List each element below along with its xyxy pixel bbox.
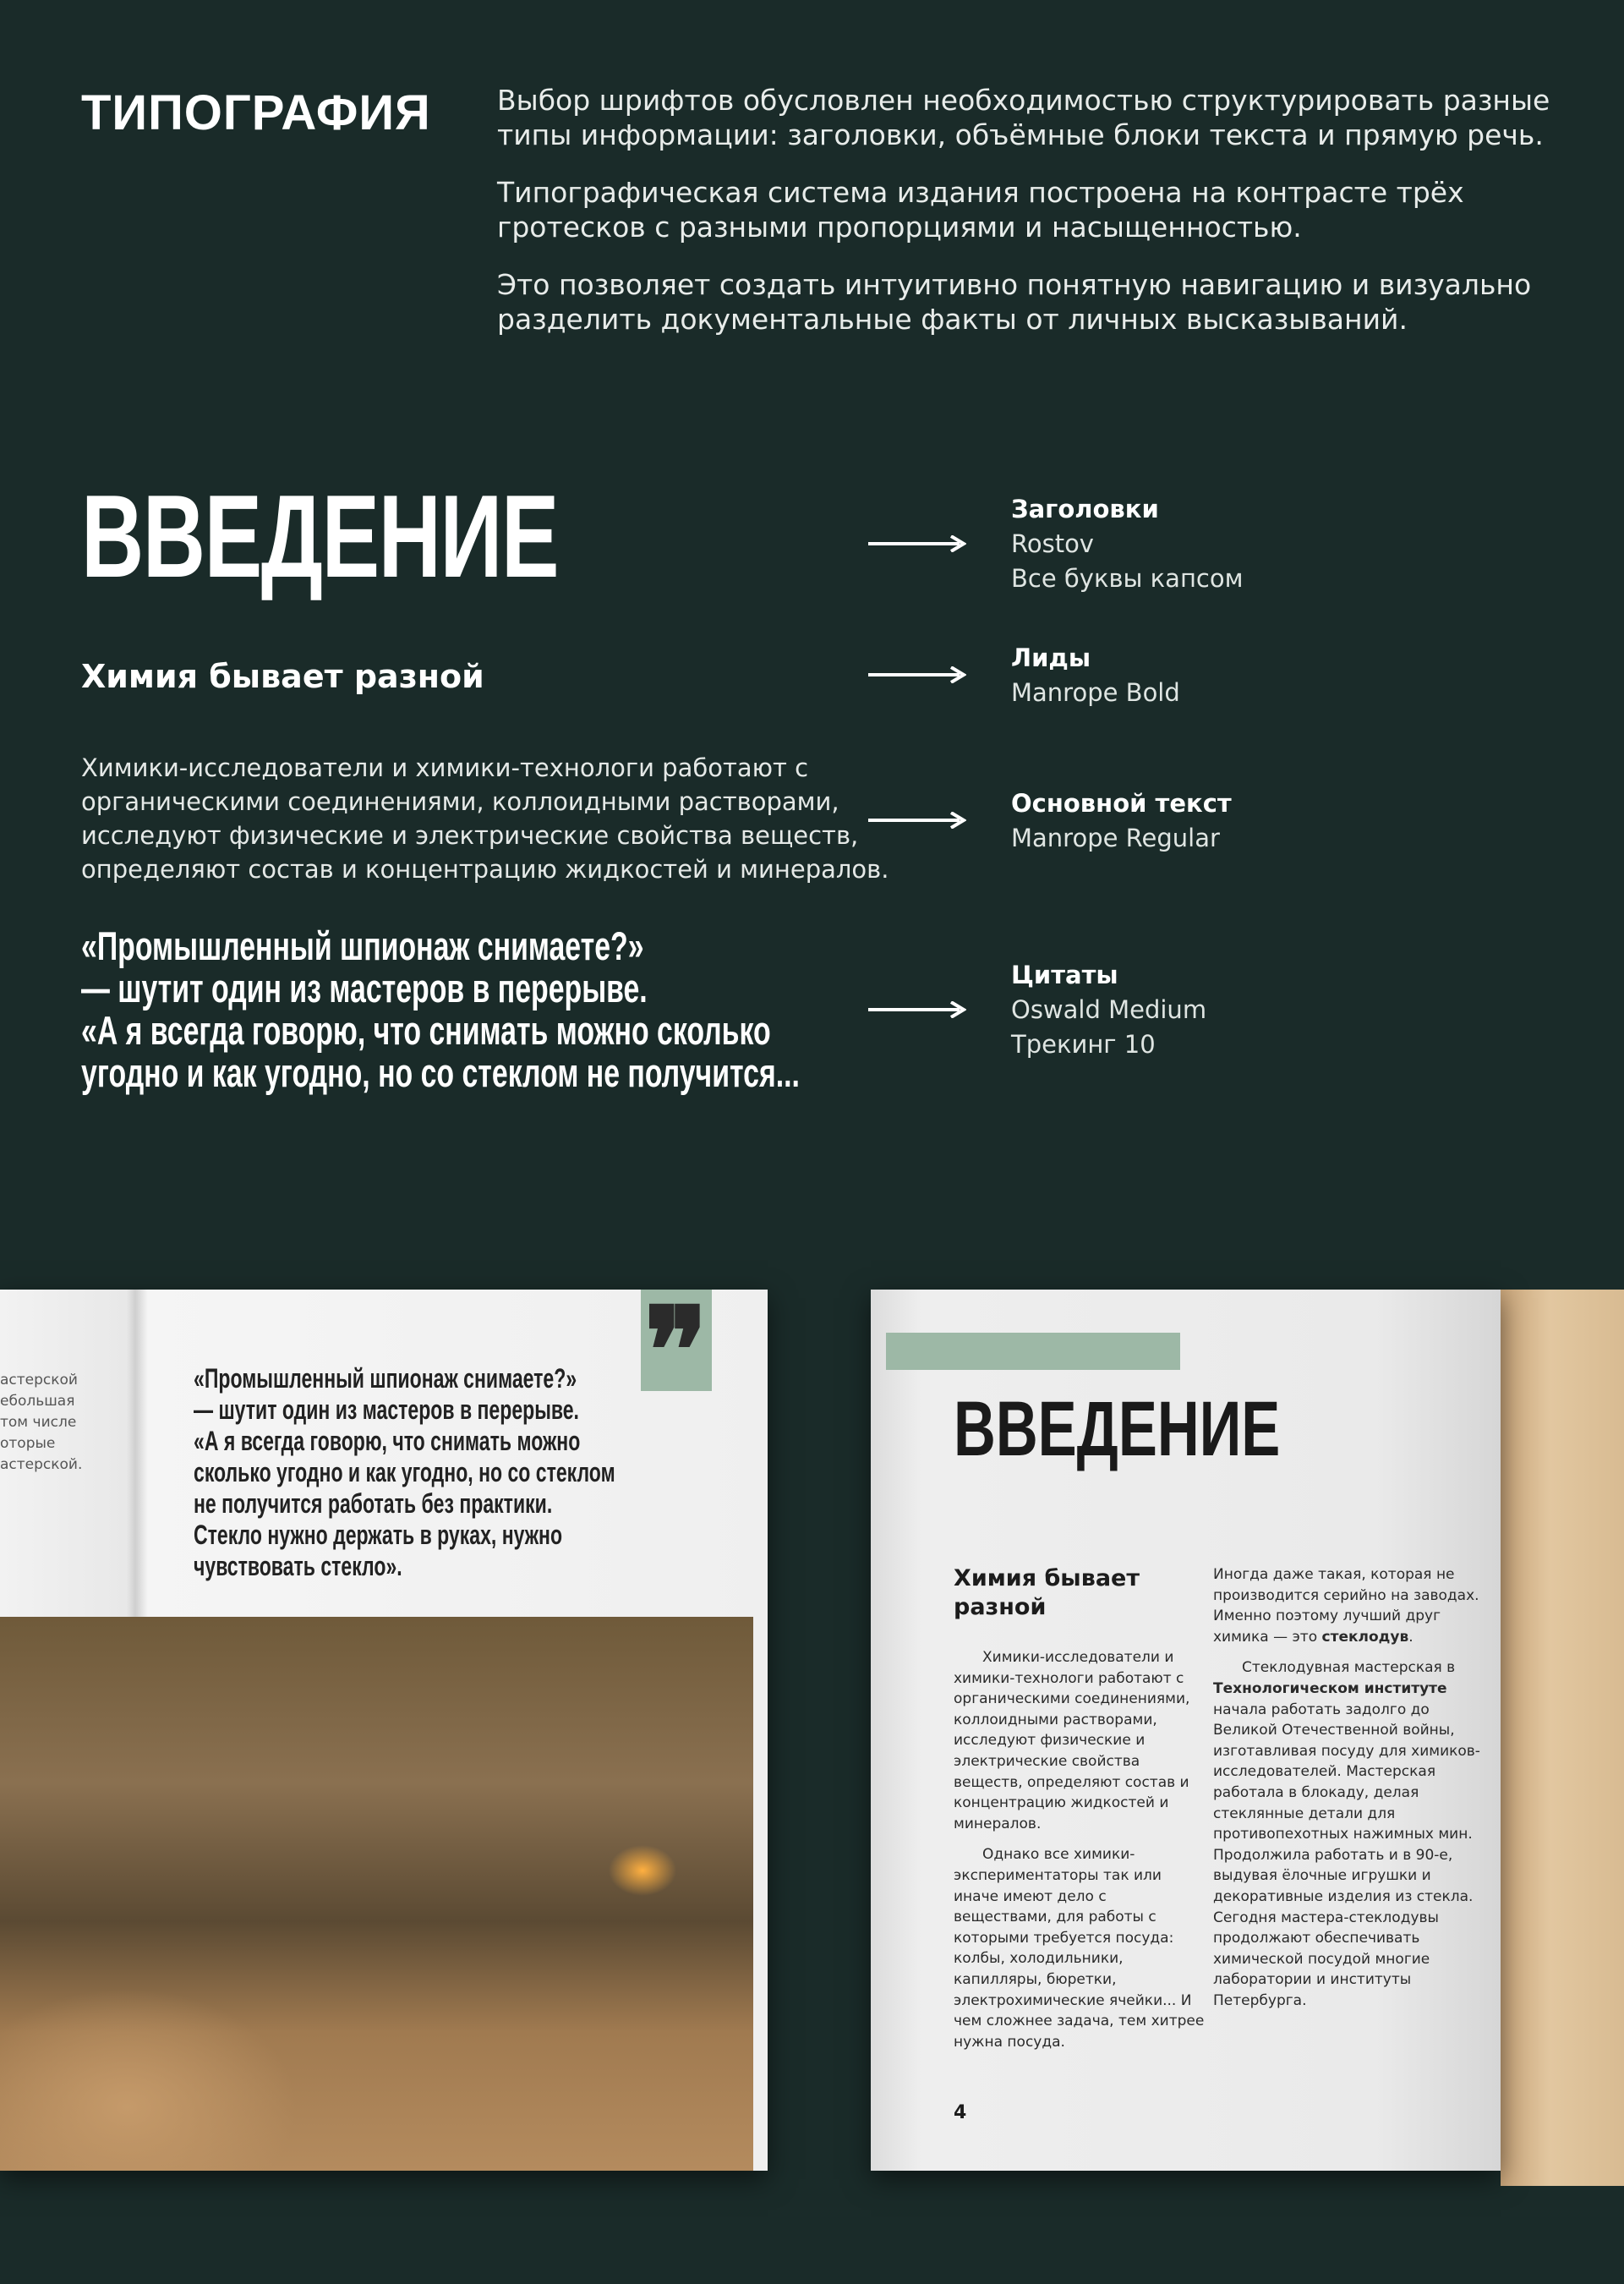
body-sample: Химики-исследователи и химики-технологи работают с органическими соединениями, коллоидными растворами, исследуют физические и электрические свойства веществ, определяют состав и концентрацию жидкостей и минералов. xyxy=(81,753,889,884)
arrow-right-icon xyxy=(868,1001,966,1018)
legend-font: Oswald Medium xyxy=(1011,995,1207,1024)
workshop-photo xyxy=(0,1617,753,2171)
text-column-2 xyxy=(1213,1564,1484,2021)
quote-line: — шутит один из мастеров в перерыве. xyxy=(81,966,648,1011)
quote-line: не получится работать без практики. xyxy=(194,1488,553,1519)
text: начала работать задолго до Великой Отечественной войны, изготавливая посуду для химиков-исследователей. Мастерская работала в блокаду, делая стеклянные детали для противопехотных нажимных мин. Продолжила работать и в 90-е, выдувая ёлочные игрушки и декоративные изделия из стекла. Сегодня мастера-стеклодувы продолжают обеспечивать химической посудой многие лаборатории и институты Петербурга. xyxy=(1213,1701,1480,2009)
page-lead: Химия бывает разной xyxy=(954,1565,1140,1620)
quote-line: чувствовать стекло». xyxy=(194,1551,402,1581)
text: Стеклодувная мастерская в xyxy=(1242,1659,1456,1677)
edge-line: астерской. xyxy=(0,1456,83,1473)
legend-leads xyxy=(1011,641,1180,710)
bold-text: стеклодув xyxy=(1321,1628,1409,1646)
quote-sample xyxy=(81,925,800,1094)
legend-title: Лиды xyxy=(1011,644,1091,672)
legend-title: Заголовки xyxy=(1011,495,1159,523)
quote-line: Стекло нужно держать в руках, нужно xyxy=(194,1520,563,1550)
edge-line: том числе xyxy=(0,1414,77,1431)
accent-bar xyxy=(886,1333,1180,1370)
edge-line: оторые xyxy=(0,1435,56,1452)
bold-text: Технологическом институте xyxy=(1213,1679,1447,1697)
heading-sample: ВВЕДЕНИЕ xyxy=(81,471,559,602)
intro-paragraph: Выбор шрифтов обусловлен необходимостью структурировать разные типы информации: заголовки, объёмные блоки текста и прямую речь. xyxy=(497,84,1550,151)
legend-headings xyxy=(1011,492,1243,596)
intro-paragraph: Типографическая система издания построена на контрасте трёх гротесков с разными пропорциями и насыщенностью. xyxy=(497,176,1464,244)
page-number: 4 xyxy=(954,2102,967,2123)
arrow-right-icon xyxy=(868,812,966,829)
paragraph: Иногда даже такая, которая не производится серийно на заводах. Именно поэтому лучший друг химика — это стеклодув. xyxy=(1213,1566,1479,1646)
intro-text xyxy=(497,83,1562,359)
legend-title: Основной текст xyxy=(1011,789,1232,818)
edge-line: ебольшая xyxy=(0,1393,75,1410)
paragraph: Химики-исследователи и химики-технологи работают с органическими соединениями, коллоидными растворами, исследуют физические и электрические свойства веществ, определяют состав и концентрацию жидкостей и минералов. xyxy=(954,1649,1190,1832)
legend-font: Manrope Regular xyxy=(1011,824,1220,852)
section-title: ТИПОГРАФИЯ xyxy=(81,85,431,140)
legend-note: Все буквы капсом xyxy=(1011,564,1244,593)
quote-mark-icon: ❞ xyxy=(644,1287,708,1418)
edge-line: астерской xyxy=(0,1372,78,1388)
quote-line: сколько угодно и как угодно, но со стеклом xyxy=(194,1457,615,1487)
legend-quotes xyxy=(1011,958,1206,1062)
arrow-right-icon xyxy=(868,666,966,683)
quote-line: — шутит один из мастеров в перерыве. xyxy=(194,1394,579,1425)
quote-line: «Промышленный шпионаж снимаете?» xyxy=(194,1363,577,1394)
page-heading: ВВЕДЕНИЕ xyxy=(954,1386,1281,1472)
text: Иногда даже такая, которая не производится серийно на заводах. Именно поэтому лучший друг химика — это xyxy=(1213,1566,1479,1646)
legend-font: Manrope Bold xyxy=(1011,678,1180,707)
legend-title: Цитаты xyxy=(1011,961,1118,989)
page-quote xyxy=(194,1363,615,1582)
arrow-right-icon xyxy=(868,535,966,552)
paragraph: Однако все химики-экспериментаторы так или иначе имеют дело с веществами, для работы с которыми требуется посуда: колбы, холодильники, капилляры, бюретки, электрохимические ячейки... И чем сложнее задача, тем хитрее нужна посуда. xyxy=(954,1846,1205,2051)
page-edge-text xyxy=(0,1370,82,1476)
quote-line: «Промышленный шпионаж снимаете?» xyxy=(81,923,644,968)
quote-line: «А я всегда говорю, что снимать можно сколько xyxy=(81,1008,771,1053)
quote-line: угодно и как угодно, но со стеклом не получится... xyxy=(81,1050,800,1095)
legend-font: Rostov xyxy=(1011,529,1094,558)
paragraph xyxy=(1213,1657,1484,2011)
intro-paragraph: Это позволяет создать интуитивно понятную навигацию и визуально разделить документальные факты от личных высказываний. xyxy=(497,268,1532,336)
background-texture xyxy=(1501,1290,1624,2186)
legend-note: Трекинг 10 xyxy=(1011,1030,1156,1059)
lead-sample: Химия бывает разной xyxy=(81,658,484,695)
quote-line: «А я всегда говорю, что снимать можно xyxy=(194,1426,581,1456)
legend-body xyxy=(1011,786,1232,856)
text-column-1 xyxy=(954,1647,1207,2062)
